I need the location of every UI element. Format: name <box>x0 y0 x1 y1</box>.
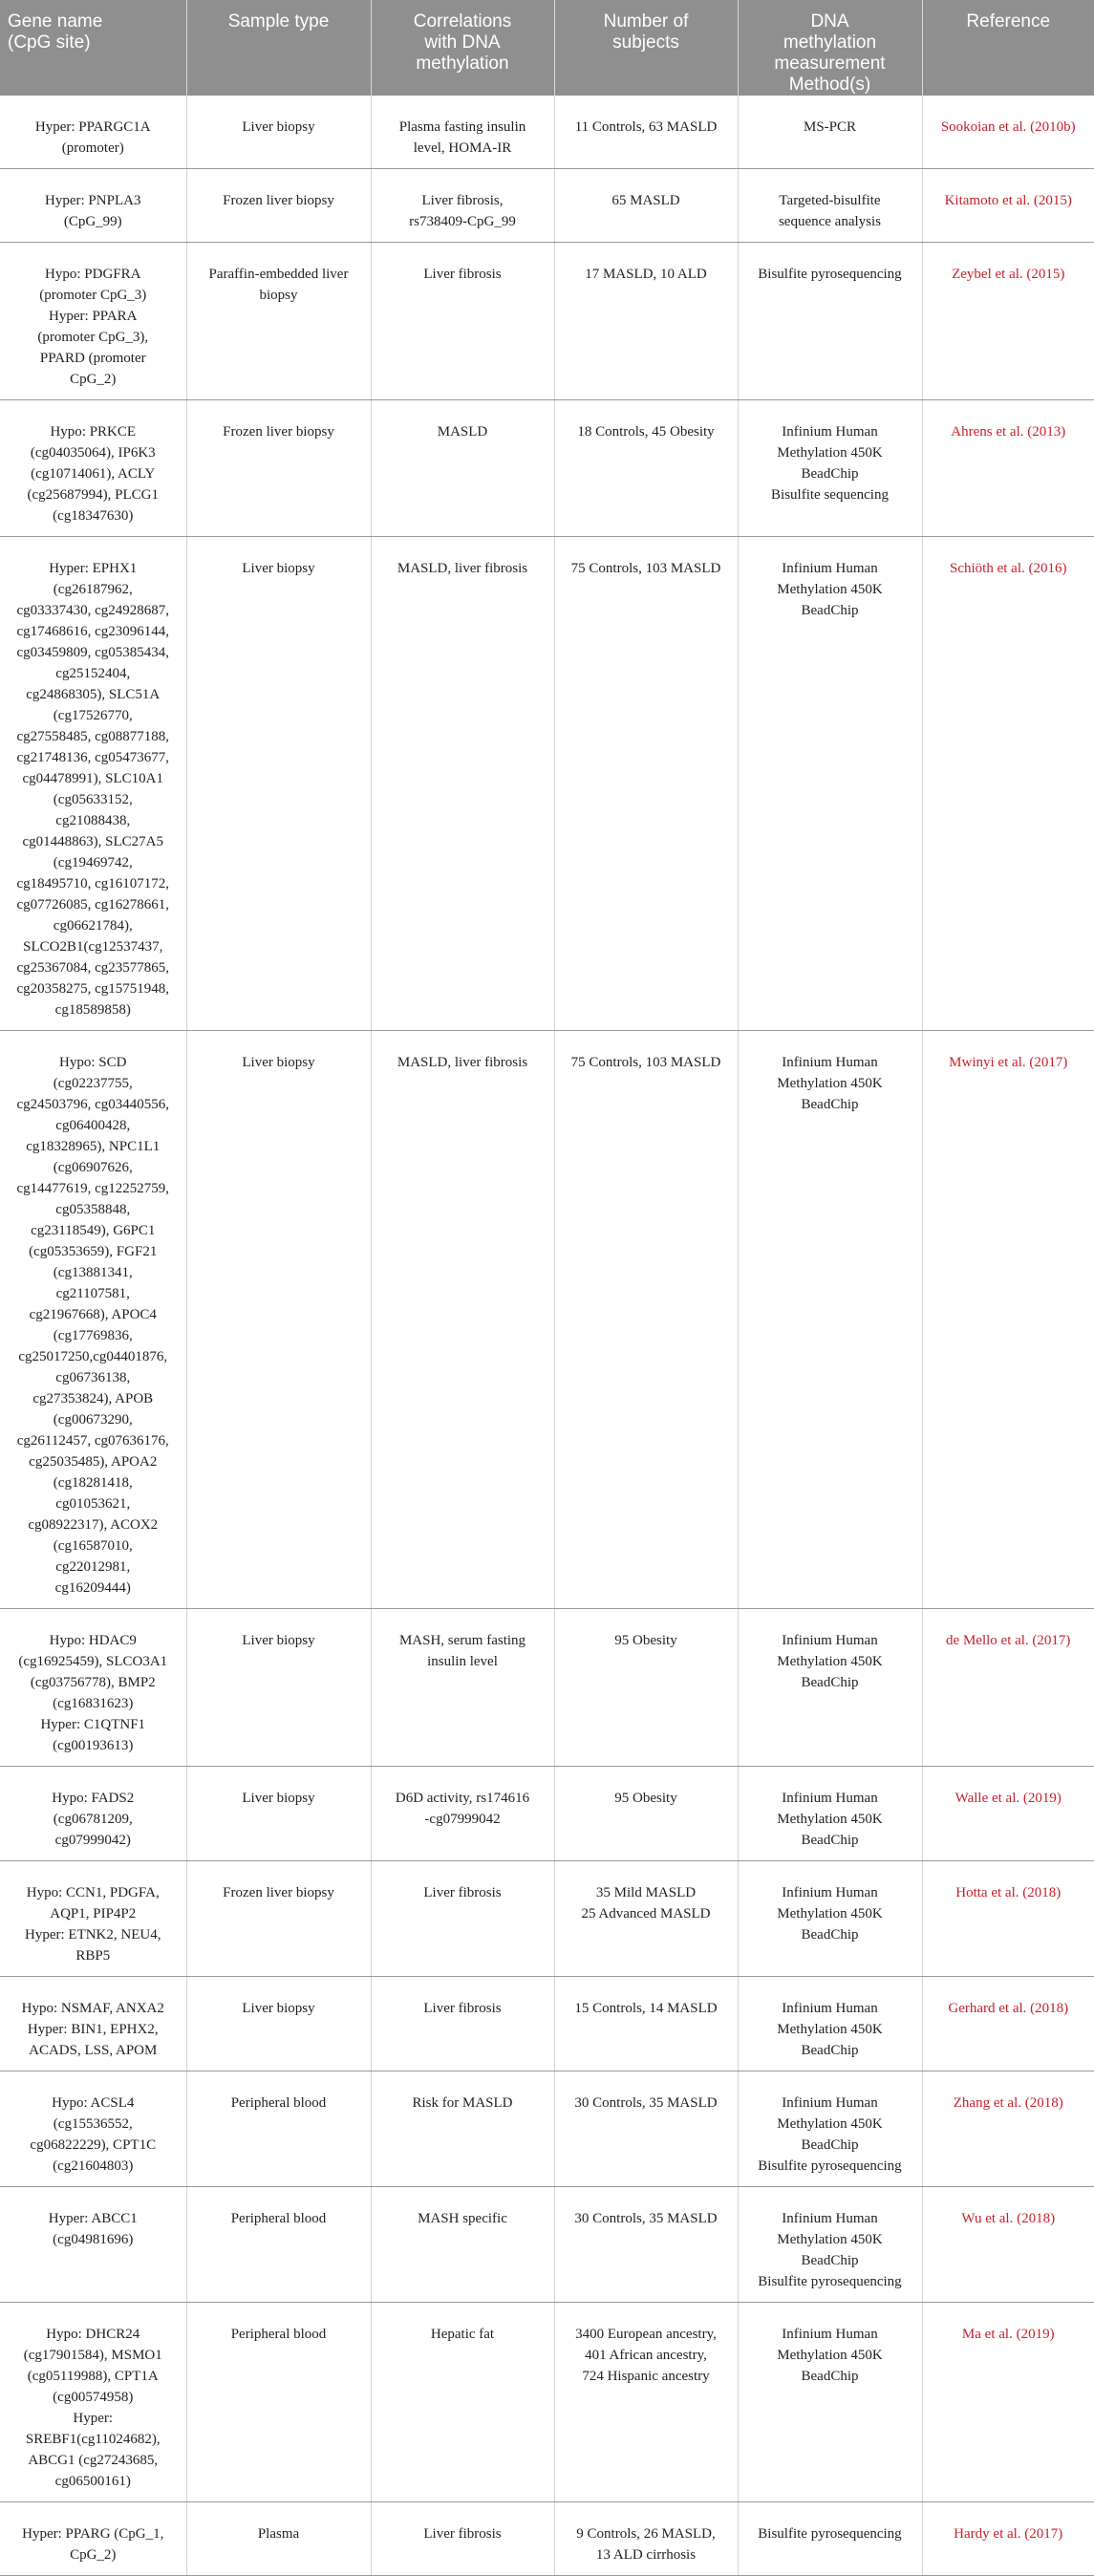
gene-cell: Hypo: ACSL4 (cg15536552, cg06822229), CPT1C (cg21604803) <box>0 2072 186 2187</box>
sample-type-cell: Paraffin-embedded liver biopsy <box>186 243 371 400</box>
reference-link[interactable]: Ma et al. (2019) <box>922 2303 1094 2502</box>
sample-type-cell: Liver biopsy <box>186 1031 371 1609</box>
sample-type-cell: Frozen liver biopsy <box>186 400 371 537</box>
reference-link[interactable]: Hardy et al. (2017) <box>922 2502 1094 2576</box>
sample-type-cell: Liver biopsy <box>186 96 371 169</box>
reference-link[interactable]: de Mello et al. (2017) <box>922 1609 1094 1767</box>
correlation-cell: Plasma fasting insulin level, HOMA-IR <box>371 96 554 169</box>
reference-link[interactable]: Kitamoto et al. (2015) <box>922 169 1094 243</box>
method-cell: Infinium Human Methylation 450K BeadChip Bisulfite sequencing <box>738 400 922 537</box>
correlation-cell: Liver fibrosis, rs738409-CpG_99 <box>371 169 554 243</box>
table-row <box>0 1031 1094 1609</box>
table-row <box>0 2187 1094 2303</box>
subjects-cell: 15 Controls, 14 MASLD <box>554 1977 738 2072</box>
reference-link[interactable]: Wu et al. (2018) <box>922 2187 1094 2303</box>
reference-link[interactable]: Zeybel et al. (2015) <box>922 243 1094 400</box>
subjects-cell: 17 MASLD, 10 ALD <box>554 243 738 400</box>
correlation-cell: MASLD, liver fibrosis <box>371 1031 554 1609</box>
gene-cell: Hypo: PRKCE (cg04035064), IP6K3 (cg10714061), ACLY (cg25687994), PLCG1 (cg18347630) <box>0 400 186 537</box>
method-cell: Infinium Human Methylation 450K BeadChip Bisulfite pyrosequencing <box>738 2187 922 2303</box>
correlation-cell: Liver fibrosis <box>371 2502 554 2576</box>
subjects-cell: 11 Controls, 63 MASLD <box>554 96 738 169</box>
subjects-cell: 75 Controls, 103 MASLD <box>554 537 738 1031</box>
gene-cell: Hyper: PPARGC1A (promoter) <box>0 96 186 169</box>
table-row <box>0 169 1094 243</box>
table-row <box>0 1861 1094 1977</box>
subjects-cell: 30 Controls, 35 MASLD <box>554 2187 738 2303</box>
table-body <box>0 96 1094 2576</box>
gene-cell: Hypo: FADS2 (cg06781209, cg07999042) <box>0 1767 186 1861</box>
table-row <box>0 243 1094 400</box>
correlation-cell: Risk for MASLD <box>371 2072 554 2187</box>
reference-link[interactable]: Schiöth et al. (2016) <box>922 537 1094 1031</box>
table-row <box>0 1609 1094 1767</box>
gene-cell: Hyper: PPARG (CpG_1, CpG_2) <box>0 2502 186 2576</box>
sample-type-cell: Peripheral blood <box>186 2072 371 2187</box>
table-row <box>0 2303 1094 2502</box>
sample-type-cell: Plasma <box>186 2502 371 2576</box>
subjects-cell: 95 Obesity <box>554 1767 738 1861</box>
gene-cell: Hypo: NSMAF, ANXA2 Hyper: BIN1, EPHX2, ACADS, LSS, APOM <box>0 1977 186 2072</box>
gene-cell: Hypo: SCD (cg02237755, cg24503796, cg03440556, cg06400428, cg18328965), NPC1L1 (cg06907626, cg14477619, cg12252759, cg05358848, cg23118549), G6PC1 (cg05353659), FGF21 (cg13881341, cg21107581, cg21967668), APOC4 (cg17769836, cg25017250,cg04401876, cg06736138, cg27353824), APOB (cg00673290, cg26112457, cg07636176, cg25035485), APOA2 (cg18281418, cg01053621, cg08922317), ACOX2 (cg16587010, cg22012981, cg16209444) <box>0 1031 186 1609</box>
method-cell: MS-PCR <box>738 96 922 169</box>
method-cell: Infinium Human Methylation 450K BeadChip <box>738 537 922 1031</box>
gene-cell: Hypo: PDGFRA (promoter CpG_3) Hyper: PPARA (promoter CpG_3), PPARD (promoter CpG_2) <box>0 243 186 400</box>
subjects-cell: 35 Mild MASLD 25 Advanced MASLD <box>554 1861 738 1977</box>
correlation-cell: MASH, serum fasting insulin level <box>371 1609 554 1767</box>
gene-cell: Hypo: DHCR24 (cg17901584), MSMO1 (cg05119988), CPT1A (cg00574958) Hyper: SREBF1(cg11024682), ABCG1 (cg27243685, cg06500161) <box>0 2303 186 2502</box>
header-correlations: Correlations with DNA methylation <box>371 0 554 96</box>
reference-link[interactable]: Sookoian et al. (2010b) <box>922 96 1094 169</box>
table-row <box>0 1767 1094 1861</box>
correlation-cell: D6D activity, rs174616 -cg07999042 <box>371 1767 554 1861</box>
correlation-cell: Liver fibrosis <box>371 1977 554 2072</box>
header-sample-type: Sample type <box>186 0 371 96</box>
method-cell: Infinium Human Methylation 450K BeadChip <box>738 1861 922 1977</box>
sample-type-cell: Frozen liver biopsy <box>186 169 371 243</box>
correlation-cell: MASH specific <box>371 2187 554 2303</box>
subjects-cell: 3400 European ancestry, 401 African ancestry, 724 Hispanic ancestry <box>554 2303 738 2502</box>
sample-type-cell: Frozen liver biopsy <box>186 1861 371 1977</box>
reference-link[interactable]: Hotta et al. (2018) <box>922 1861 1094 1977</box>
table-row <box>0 2502 1094 2576</box>
subjects-cell: 30 Controls, 35 MASLD <box>554 2072 738 2187</box>
header-gene-name: Gene name (CpG site) <box>0 0 186 96</box>
reference-link[interactable]: Walle et al. (2019) <box>922 1767 1094 1861</box>
subjects-cell: 65 MASLD <box>554 169 738 243</box>
gene-cell: Hypo: CCN1, PDGFA, AQP1, PIP4P2 Hyper: ETNK2, NEU4, RBP5 <box>0 1861 186 1977</box>
header-row <box>0 0 1094 96</box>
header-method: DNA methylation measurement Method(s) <box>738 0 922 96</box>
table-row <box>0 537 1094 1031</box>
method-cell: Infinium Human Methylation 450K BeadChip <box>738 1609 922 1767</box>
method-cell: Infinium Human Methylation 450K BeadChip <box>738 1031 922 1609</box>
correlation-cell: MASLD <box>371 400 554 537</box>
header-reference: Reference <box>922 0 1094 96</box>
table-row <box>0 2072 1094 2187</box>
sample-type-cell: Liver biopsy <box>186 537 371 1031</box>
reference-link[interactable]: Mwinyi et al. (2017) <box>922 1031 1094 1609</box>
method-cell: Bisulfite pyrosequencing <box>738 243 922 400</box>
header-number-of-subjects: Number of subjects <box>554 0 738 96</box>
table-row <box>0 96 1094 169</box>
method-cell: Infinium Human Methylation 450K BeadChip <box>738 2303 922 2502</box>
reference-link[interactable]: Zhang et al. (2018) <box>922 2072 1094 2187</box>
reference-link[interactable]: Ahrens et al. (2013) <box>922 400 1094 537</box>
method-cell: Bisulfite pyrosequencing <box>738 2502 922 2576</box>
sample-type-cell: Liver biopsy <box>186 1977 371 2072</box>
gene-cell: Hyper: ABCC1 (cg04981696) <box>0 2187 186 2303</box>
method-cell: Infinium Human Methylation 450K BeadChip <box>738 1767 922 1861</box>
method-cell: Targeted-bisulfite sequence analysis <box>738 169 922 243</box>
subjects-cell: 95 Obesity <box>554 1609 738 1767</box>
table-row <box>0 1977 1094 2072</box>
table-row <box>0 400 1094 537</box>
table-header <box>0 0 1094 96</box>
sample-type-cell: Liver biopsy <box>186 1767 371 1861</box>
method-cell: Infinium Human Methylation 450K BeadChip Bisulfite pyrosequencing <box>738 2072 922 2187</box>
correlation-cell: Hepatic fat <box>371 2303 554 2502</box>
gene-cell: Hypo: HDAC9 (cg16925459), SLCO3A1 (cg03756778), BMP2 (cg16831623) Hyper: C1QTNF1 (cg00193613) <box>0 1609 186 1767</box>
subjects-cell: 9 Controls, 26 MASLD, 13 ALD cirrhosis <box>554 2502 738 2576</box>
sample-type-cell: Peripheral blood <box>186 2303 371 2502</box>
correlation-cell: Liver fibrosis <box>371 243 554 400</box>
gene-cell: Hyper: EPHX1 (cg26187962, cg03337430, cg24928687, cg17468616, cg23096144, cg03459809, cg05385434, cg25152404, cg24868305), SLC51A (cg17526770, cg27558485, cg08877188, cg21748136, cg05473677, cg04478991), SLC10A1 (cg05633152, cg21088438, cg01448863), SLC27A5 (cg19469742, cg18495710, cg16107172, cg07726085, cg16278661, cg06621784), SLCO2B1(cg12537437, cg25367084, cg23577865, cg20358275, cg15751948, cg18589858) <box>0 537 186 1031</box>
correlation-cell: Liver fibrosis <box>371 1861 554 1977</box>
subjects-cell: 18 Controls, 45 Obesity <box>554 400 738 537</box>
subjects-cell: 75 Controls, 103 MASLD <box>554 1031 738 1609</box>
correlation-cell: MASLD, liver fibrosis <box>371 537 554 1031</box>
sample-type-cell: Peripheral blood <box>186 2187 371 2303</box>
sample-type-cell: Liver biopsy <box>186 1609 371 1767</box>
reference-link[interactable]: Gerhard et al. (2018) <box>922 1977 1094 2072</box>
method-cell: Infinium Human Methylation 450K BeadChip <box>738 1977 922 2072</box>
gene-cell: Hyper: PNPLA3 (CpG_99) <box>0 169 186 243</box>
